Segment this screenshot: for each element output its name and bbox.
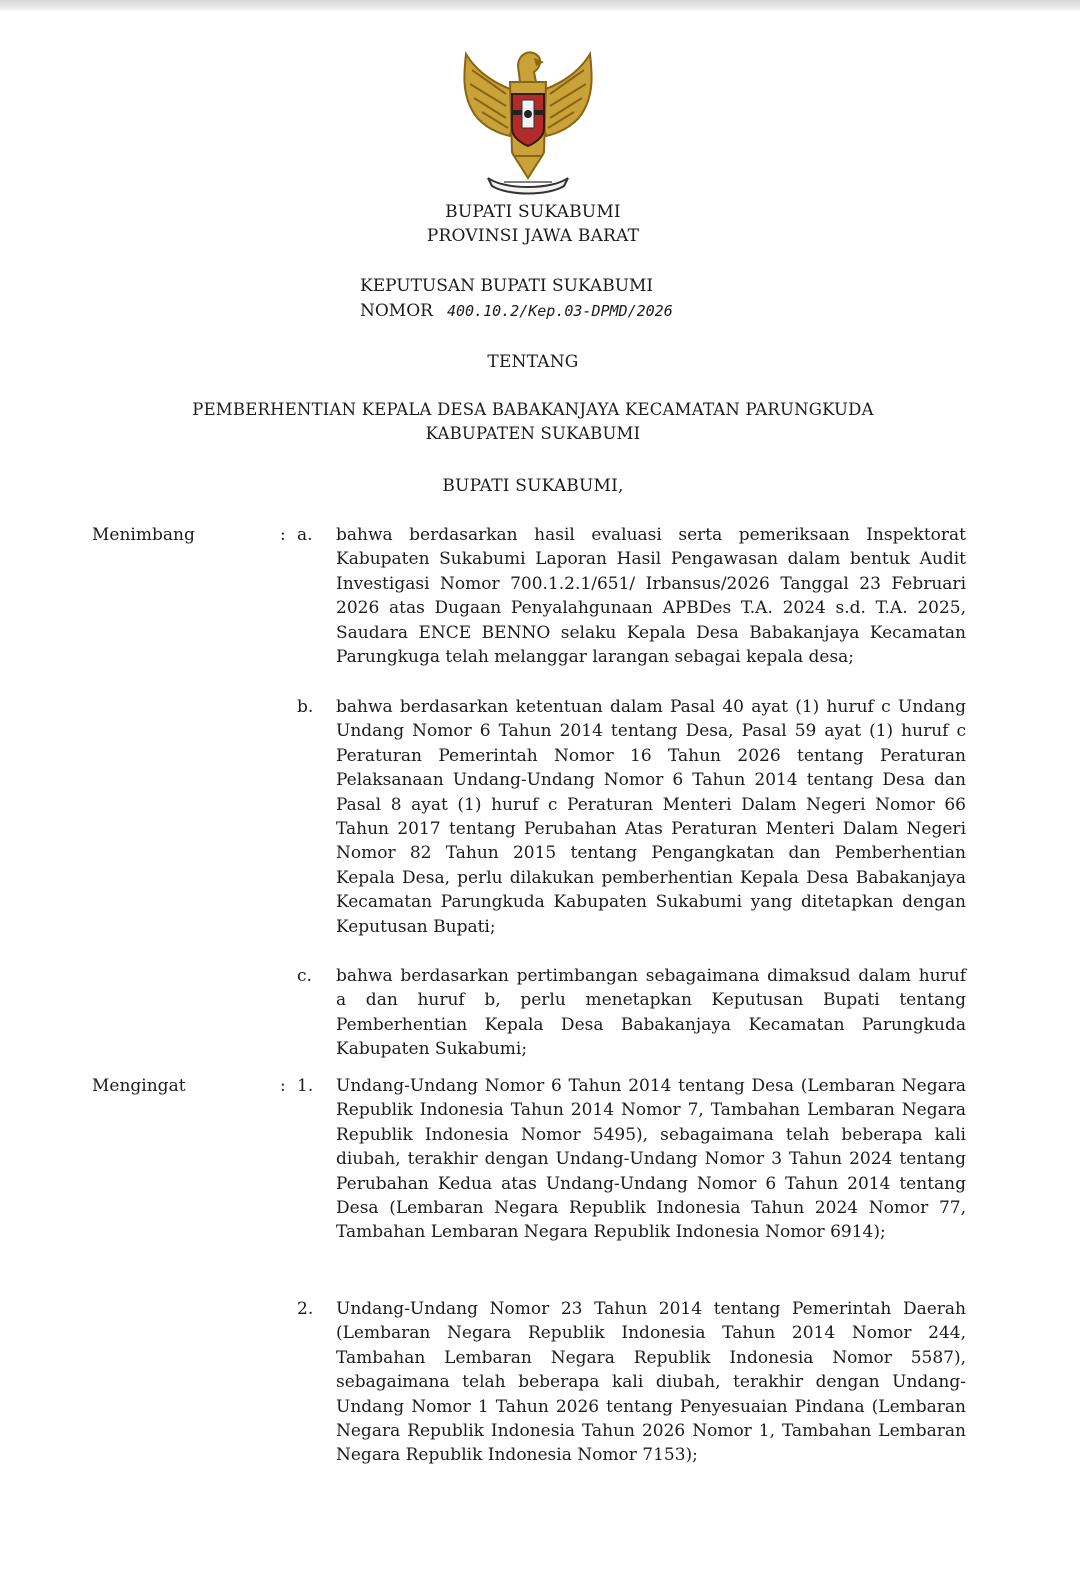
menimbang-marker-a: a. [297,525,313,545]
menimbang-item-a: bahwa berdasarkan hasil evaluasi serta pemeriksaan Inspektorat Kabupaten Sukabumi Laporan Hasil Pengawasan dalam bentuk Audit Investigasi Nomor 700.1.2.1/651/ Irbansus/2026 Tanggal 23 Februari 2026 atas Dugaan Penyalahgunaan APBDes T.A. 2024 s.d. T.A. 2025, Saudara ENCE BENNO selaku Kepala Desa Babakanjaya Kecamatan Parungkuga telah melanggar larangan sebagai kepala desa; [336,525,966,668]
signatory-heading: BUPATI SUKABUMI, [442,476,624,496]
menimbang-colon: : [280,525,286,545]
mengingat-label: Mengingat [92,1076,186,1096]
subject-line-2: KABUPATEN SUKABUMI [425,424,641,443]
mengingat-colon: : [280,1076,286,1096]
viewer-top-bar [0,0,1080,10]
header-bupati: BUPATI SUKABUMI [445,202,621,222]
mengingat-marker-2: 2. [297,1299,314,1319]
garuda-emblem-icon [448,32,608,200]
menimbang-item-c: bahwa berdasarkan pertimbangan sebagaimana dimaksud dalam huruf a dan huruf b, perlu menetapkan Keputusan Bupati tentang Pemberhentian Kepala Desa Babakanjaya Kecamatan Parungkuda Kabupaten Sukabumi; [336,966,966,1060]
subject-line-1: PEMBERHENTIAN KEPALA DESA BABAKANJAYA KECAMATAN PARUNGKUDA [192,400,874,419]
decree-number [360,299,673,324]
nomor-value: 400.10.2/Kep.03-DPMD/2026 [446,302,673,320]
document-page [0,10,1080,1583]
nomor-label: NOMOR [360,301,433,321]
menimbang-label: Menimbang [92,525,195,545]
decree-title: KEPUTUSAN BUPATI SUKABUMI [360,276,654,296]
menimbang-marker-c: c. [297,966,312,986]
mengingat-item-1: Undang-Undang Nomor 6 Tahun 2014 tentang Desa (Lembaran Negara Republik Indonesia Tahun 2014 Nomor 7, Tambahan Lembaran Negara Republik Indonesia Nomor 5495), sebagaimana telah beberapa kali diubah, terakhir dengan Undang-Undang Nomor 3 Tahun 2024 tentang Perubahan Kedua atas Undang-Undang Nomor 6 Tahun 2014 tentang Desa (Lembaran Negara Republik Indonesia Tahun 2024 Nomor 77, Tambahan Lembaran Negara Republik Indonesia Nomor 6914); [336,1076,966,1243]
menimbang-marker-b: b. [297,697,314,717]
tentang-heading: TENTANG [487,352,579,372]
menimbang-item-b: bahwa berdasarkan ketentuan dalam Pasal 40 ayat (1) huruf c Undang Undang Nomor 6 Tahun 2014 tentang Desa, Pasal 59 ayat (1) huruf c Peraturan Pemerintah Nomor 16 Tahun 2026 tentang Peraturan Pelaksanaan Undang-Undang Nomor 6 Tahun 2014 tentang Desa dan Pasal 8 ayat (1) huruf c Peraturan Menteri Dalam Negeri Nomor 66 Tahun 2017 tentang Perubahan Atas Peraturan Menteri Dalam Negeri Nomor 82 Tahun 2015 tentang Pengangkatan dan Pemberhentian Kepala Desa, perlu dilakukan pemberhentian Kepala Desa Babakanjaya Kecamatan Parungkuda Kabupaten Sukabumi yang ditetapkan dengan Keputusan Bupati; [336,697,966,937]
mengingat-item-2: Undang-Undang Nomor 23 Tahun 2014 tentang Pemerintah Daerah (Lembaran Negara Republik Indonesia Tahun 2014 Nomor 244, Tambahan Lembaran Negara Republik Indonesia Nomor 5587), sebagaimana telah beberapa kali diubah, terakhir dengan Undang-Undang Nomor 1 Tahun 2026 tentang Penyesuaian Pindana (Lembaran Negara Republik Indonesia Tahun 2026 Nomor 1, Tambahan Lembaran Negara Republik Indonesia Nomor 7153); [336,1299,966,1466]
mengingat-marker-1: 1. [297,1076,314,1096]
header-provinsi: PROVINSI JAWA BARAT [426,226,640,246]
